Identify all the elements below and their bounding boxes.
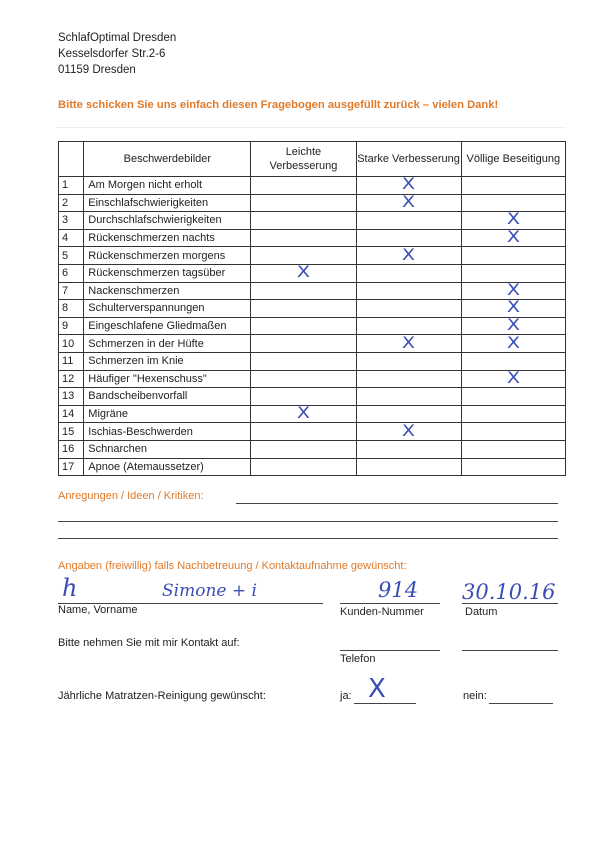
checkbox-cell-leichte[interactable] <box>251 335 356 353</box>
checkbox-cell-voellige[interactable] <box>461 247 565 265</box>
header-num <box>59 142 84 177</box>
checkbox-cell-voellige[interactable] <box>461 440 565 458</box>
checkbox-cell-starke[interactable] <box>356 370 461 388</box>
checkbox-cell-starke[interactable] <box>356 212 461 230</box>
check-mark: X <box>296 403 311 423</box>
checkbox-cell-voellige[interactable] <box>461 458 565 476</box>
complaint-label: Nackenschmerzen <box>84 282 251 300</box>
row-number: 12 <box>59 370 84 388</box>
checkbox-cell-starke[interactable] <box>356 440 461 458</box>
table-row <box>59 423 566 441</box>
header-leichte: Leichte Verbesserung <box>251 142 356 177</box>
complaint-label: Bandscheibenvorfall <box>84 388 251 406</box>
feedback-line-2[interactable] <box>58 521 558 522</box>
date-line[interactable] <box>462 603 558 604</box>
header-voellige: Völlige Beseitigung <box>461 142 565 177</box>
checkbox-cell-starke[interactable] <box>356 191 461 212</box>
phone-label: Telefon <box>340 653 376 665</box>
check-mark: X <box>506 209 520 229</box>
table-row <box>59 282 566 300</box>
checkbox-cell-leichte[interactable] <box>251 177 356 195</box>
row-number: 9 <box>59 317 84 335</box>
date-handwriting: 30.10.16 <box>462 580 556 604</box>
checkbox-cell-voellige[interactable] <box>461 388 565 406</box>
row-number: 8 <box>59 300 84 318</box>
complaint-label: Häufiger "Hexenschuss" <box>84 370 251 388</box>
phone-line-1[interactable] <box>340 650 440 651</box>
table-row <box>59 388 566 406</box>
customer-number-label: Kunden-Nummer <box>340 606 424 618</box>
row-number: 3 <box>59 212 84 230</box>
contact-request-label: Bitte nehmen Sie mit mir Kontakt auf: <box>58 637 240 649</box>
check-mark: X <box>401 332 416 352</box>
table-row <box>59 194 566 212</box>
header-complaint: Beschwerdebilder <box>84 142 251 177</box>
cleaning-label: Jährliche Matratzen-Reinigung gewünscht: <box>58 690 266 702</box>
complaint-label: Einschlafschwierigkeiten <box>84 194 251 212</box>
feedback-label: Anregungen / Ideen / Kritiken: <box>58 490 204 502</box>
complaint-label: Ischias-Beschwerden <box>84 423 251 441</box>
checkbox-cell-starke[interactable] <box>356 300 461 318</box>
row-number: 16 <box>59 440 84 458</box>
table-header-row <box>59 142 566 177</box>
intro-text: Bitte schicken Sie uns einfach diesen Fragebogen ausgefüllt zurück – vielen Dank! <box>58 99 499 111</box>
table-row <box>59 440 566 458</box>
row-number: 14 <box>59 405 84 423</box>
row-number: 10 <box>59 335 84 353</box>
table-row <box>59 264 566 282</box>
row-number: 5 <box>59 247 84 265</box>
yes-label: ja: <box>340 690 352 702</box>
table-row <box>59 300 566 318</box>
table-row <box>59 229 566 247</box>
row-number: 11 <box>59 352 84 370</box>
checkbox-cell-leichte[interactable] <box>251 440 356 458</box>
checkbox-cell-voellige[interactable] <box>461 229 565 247</box>
complaint-label: Schmerzen in der Hüfte <box>84 335 251 353</box>
complaint-label: Schmerzen im Knie <box>84 352 251 370</box>
checkbox-cell-leichte[interactable] <box>251 194 356 212</box>
checkbox-cell-voellige[interactable] <box>461 332 565 353</box>
table-row <box>59 177 566 195</box>
checkbox-cell-voellige[interactable] <box>461 405 565 423</box>
table-row <box>59 247 566 265</box>
check-mark: X <box>506 227 520 247</box>
checkbox-cell-starke[interactable] <box>356 332 461 353</box>
complaint-label: Eingeschlafene Gliedmaßen <box>84 317 251 335</box>
check-mark: X <box>506 279 520 299</box>
row-number: 15 <box>59 423 84 441</box>
row-number: 6 <box>59 264 84 282</box>
checkbox-cell-leichte[interactable] <box>251 317 356 335</box>
date-label: Datum <box>465 606 498 618</box>
complaints-table <box>58 141 566 476</box>
header-starke: Starke Verbesserung <box>356 142 461 177</box>
phone-line-2[interactable] <box>462 650 558 651</box>
complaint-label: Schnarchen <box>84 440 251 458</box>
checkbox-cell-leichte[interactable] <box>251 423 356 441</box>
checkbox-cell-leichte[interactable] <box>251 229 356 247</box>
checkbox-cell-starke[interactable] <box>356 282 461 300</box>
check-mark: X <box>401 244 416 264</box>
feedback-line-1[interactable] <box>236 503 558 504</box>
contact-heading: Angaben (freiwillig) falls Nachbetreuung / Kontaktaufnahme gewünscht: <box>58 560 407 572</box>
checkbox-cell-leichte[interactable] <box>251 352 356 370</box>
table-row <box>59 405 566 423</box>
checkbox-cell-leichte[interactable] <box>251 212 356 230</box>
checkbox-cell-starke[interactable] <box>356 458 461 476</box>
sender-address <box>58 30 176 78</box>
name-handwriting-1: h <box>62 574 78 602</box>
table-row <box>59 458 566 476</box>
city: 01159 Dresden <box>58 64 136 76</box>
complaint-label: Apnoe (Atemaussetzer) <box>84 458 251 476</box>
no-label: nein: <box>463 690 487 702</box>
checkbox-cell-leichte[interactable] <box>251 264 356 282</box>
complaint-label: Rückenschmerzen tagsüber <box>84 264 251 282</box>
check-mark: X <box>296 262 311 282</box>
divider <box>56 127 566 128</box>
check-mark: X <box>506 297 520 317</box>
complaint-label: Rückenschmerzen nachts <box>84 229 251 247</box>
name-handwriting-2: Simone + i <box>162 581 257 601</box>
checkbox-cell-voellige[interactable] <box>461 423 565 441</box>
check-mark: X <box>506 332 520 352</box>
check-mark: X <box>401 420 416 440</box>
table-row <box>59 370 566 388</box>
row-number: 7 <box>59 282 84 300</box>
check-mark: X <box>506 315 520 335</box>
check-mark: X <box>401 191 416 211</box>
customer-number-handwriting: 914 <box>378 578 419 602</box>
table-row <box>59 317 566 335</box>
complaint-label: Schulterverspannungen <box>84 300 251 318</box>
company-name: SchlafOptimal Dresden <box>58 32 177 44</box>
customer-number-line[interactable] <box>340 603 440 604</box>
checkbox-cell-starke[interactable] <box>356 244 461 265</box>
check-mark: X <box>506 367 520 387</box>
checkbox-cell-starke[interactable] <box>356 352 461 370</box>
checkbox-cell-leichte[interactable] <box>251 282 356 300</box>
feedback-line-3[interactable] <box>58 538 558 539</box>
complaint-label: Durchschlafschwierigkeiten <box>84 212 251 230</box>
yes-mark[interactable]: X <box>368 674 386 704</box>
checkbox-cell-starke[interactable] <box>356 388 461 406</box>
checkbox-cell-leichte[interactable] <box>251 300 356 318</box>
table-row <box>59 335 566 353</box>
checkbox-cell-voellige[interactable] <box>461 367 565 388</box>
table-row <box>59 352 566 370</box>
checkbox-cell-leichte[interactable] <box>251 370 356 388</box>
row-number: 2 <box>59 194 84 212</box>
checkbox-cell-voellige[interactable] <box>461 177 565 195</box>
name-label: Name, Vorname <box>58 604 138 616</box>
row-number: 4 <box>59 229 84 247</box>
checkbox-cell-starke[interactable] <box>356 420 461 441</box>
row-number: 13 <box>59 388 84 406</box>
row-number: 1 <box>59 177 84 195</box>
no-line[interactable] <box>489 703 553 704</box>
checkbox-cell-leichte[interactable] <box>251 458 356 476</box>
checkbox-cell-starke[interactable] <box>356 264 461 282</box>
complaint-label: Migräne <box>84 405 251 423</box>
street: Kesselsdorfer Str.2-6 <box>58 48 166 60</box>
complaint-label: Rückenschmerzen morgens <box>84 247 251 265</box>
row-number: 17 <box>59 458 84 476</box>
check-mark: X <box>401 174 416 194</box>
checkbox-cell-leichte[interactable] <box>251 405 356 423</box>
complaint-label: Am Morgen nicht erholt <box>84 177 251 195</box>
table-row <box>59 212 566 230</box>
